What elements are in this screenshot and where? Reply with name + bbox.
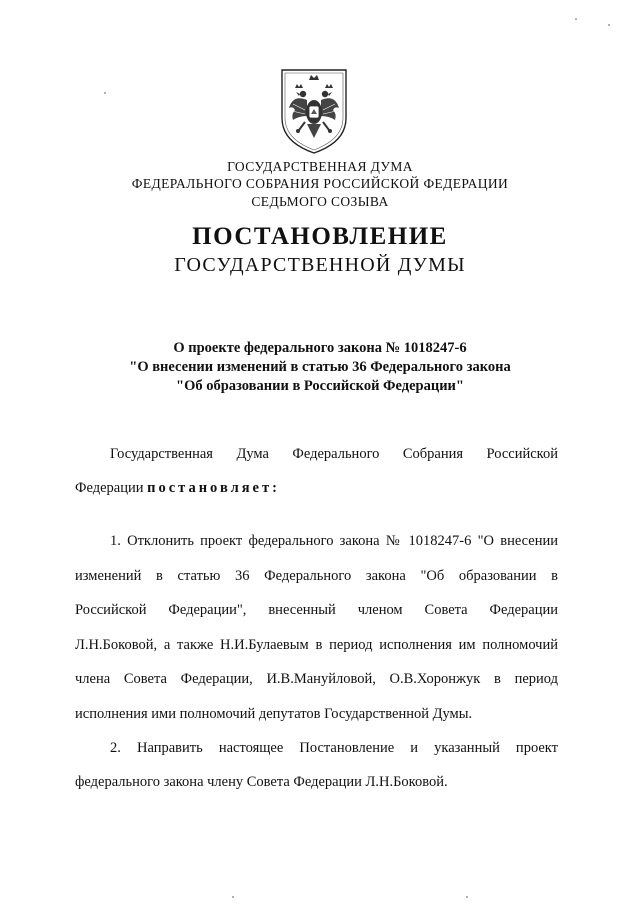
item1-line-6: исполнения ими полномочий депутатов Государственной Думы. <box>75 706 473 722</box>
subject-line-3: "Об образовании в Российской Федерации" <box>176 378 464 394</box>
item1-line-1: 1. Отклонить проект федерального закона № 1018247-6 "О внесении <box>110 533 558 549</box>
header-line-convocation: СЕДЬМОГО СОЗЫВА <box>251 194 389 209</box>
item1-line-2: изменений в статью 36 Федерального закона "Об образовании в <box>75 568 558 584</box>
header-line-duma: ГОСУДАРСТВЕННАЯ ДУМА <box>227 159 413 174</box>
scan-speck <box>104 92 106 94</box>
scan-speck <box>575 18 577 20</box>
document-subtitle: ГОСУДАРСТВЕННОЙ ДУМЫ <box>174 254 466 276</box>
scan-speck <box>232 896 234 898</box>
subject-line-1: О проекте федерального закона № 1018247-6 <box>173 340 467 356</box>
document-title: ПОСТАНОВЛЕНИЕ <box>192 223 448 250</box>
scan-speck <box>608 24 610 26</box>
scan-speck <box>466 896 468 898</box>
preamble-line-1: Государственная Дума Федерального Собрания Российской <box>110 446 558 462</box>
subject-line-2: "О внесении изменений в статью 36 Федерального закона <box>129 359 511 375</box>
item2-line-1: 2. Направить настоящее Постановление и указанный проект <box>110 740 558 756</box>
item1-line-3: Российской Федерации", внесенный членом Совета Федерации <box>75 602 558 618</box>
item1-line-4: Л.Н.Боковой, а также Н.И.Булаевым в период исполнения им полномочий <box>75 637 558 653</box>
preamble-start: Федерации <box>75 480 144 496</box>
item2-line-2: федерального закона члену Совета Федерации Л.Н.Боковой. <box>75 774 448 790</box>
coat-of-arms-icon <box>277 66 351 156</box>
preamble-line-2 <box>75 480 558 497</box>
item1-line-5: члена Совета Федерации, И.В.Мануйловой, О.В.Хоронжук в период <box>75 671 558 687</box>
header-line-assembly: ФЕДЕРАЛЬНОГО СОБРАНИЯ РОССИЙСКОЙ ФЕДЕРАЦИИ <box>131 176 509 191</box>
decree-verb: постановляет: <box>147 480 280 496</box>
